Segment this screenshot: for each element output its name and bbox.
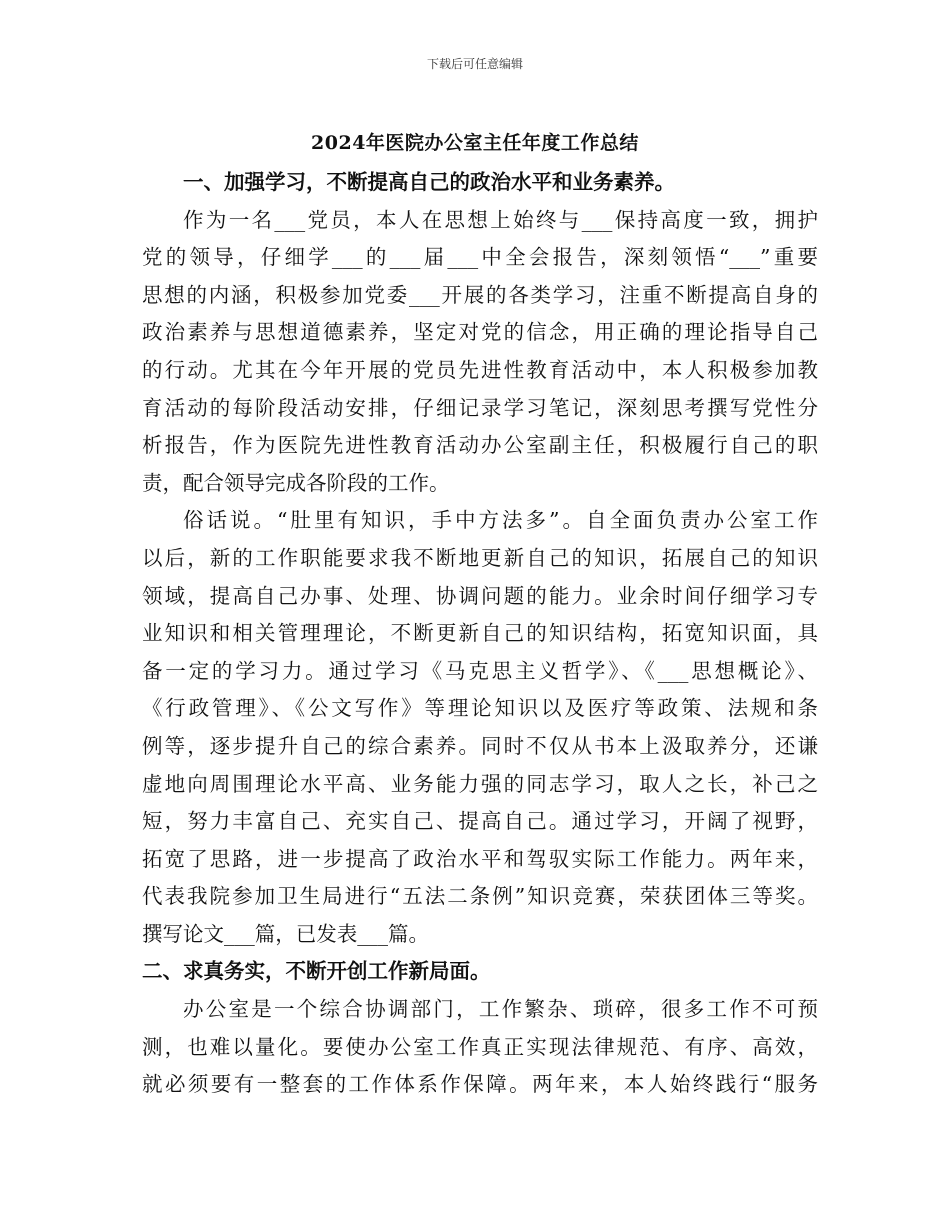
paragraph-line: 《行政管理》、《公文写作》等理论知识以及医疗等政策、法规和条: [142, 696, 818, 721]
document-body: [142, 164, 818, 1104]
paragraph-line: 代表我院参加卫生局进行“五法二条例”知识竞赛，荣获团体三等奖。: [142, 884, 818, 909]
paragraph-line: 测，也难以量化。要使办公室工作真正实现法律规范、有序、高效，: [142, 1034, 818, 1059]
section-heading: 二、求真务实，不断开创工作新局面。: [142, 959, 491, 984]
paragraph-line: 党的领导，仔细学___的___届___中全会报告，深刻领悟“___”重要: [142, 245, 818, 270]
document-title: 2024年医院办公室主任年度工作总结: [311, 132, 639, 154]
paragraph-line: 短，努力丰富自己、充实自己、提高自己。通过学习，开阔了视野，: [142, 809, 818, 834]
paragraph-line: 以后，新的工作职能要求我不断地更新自己的知识，拓展自己的知识: [142, 545, 818, 570]
paragraph-line: 政治素养与思想道德素养，坚定对党的信念，用正确的理论指导自己: [142, 320, 818, 345]
paragraph-line: 俗话说。“肚里有知识，手中方法多”。自全面负责办公室工作: [183, 508, 818, 533]
paragraph-line: 的行动。尤其在今年开展的党员先进性教育活动中，本人积极参加教: [142, 357, 818, 382]
section-heading: 一、加强学习，不断提高自己的政治水平和业务素养。: [183, 170, 675, 194]
paragraph-line: 析报告，作为医院先进性教育活动办公室副主任，积极履行自己的职: [142, 433, 818, 458]
paragraph-line: 虚地向周围理论水平高、业务能力强的同志学习，取人之长，补己之: [142, 771, 818, 796]
paragraph-line: 业知识和相关管理理论，不断更新自己的知识结构，拓宽知识面，具: [142, 621, 818, 646]
paragraph-line: 作为一名___党员，本人在思想上始终与___保持高度一致，拥护: [183, 207, 818, 232]
paragraph-line: 就必须要有一整套的工作体系作保障。两年来，本人始终践行“服务: [142, 1072, 818, 1097]
paragraph-line: 思想的内涵，积极参加党委___开展的各类学习，注重不断提高自身的: [142, 282, 818, 307]
paragraph-line: 责，配合领导完成各阶段的工作。: [142, 470, 450, 495]
paragraph-line: 拓宽了思路，进一步提高了政治水平和驾驭实际工作能力。两年来，: [142, 846, 818, 871]
paragraph-line: 领域，提高自己办事、处理、协调问题的能力。业余时间仔细学习专: [142, 583, 818, 608]
header-note: 下载后可任意编辑: [426, 57, 523, 71]
paragraph-line: 撰写论文___篇，已发表___篇。: [142, 921, 429, 946]
paragraph-line: 备一定的学习力。通过学习《马克思主义哲学》、《___思想概论》、: [142, 658, 818, 683]
paragraph-line: 育活动的每阶段活动安排，仔细记录学习笔记，深刻思考撰写党性分: [142, 395, 818, 420]
paragraph-line: 例等，逐步提升自己的综合素养。同时不仅从书本上汲取养分，还谦: [142, 733, 818, 758]
paragraph-line: 办公室是一个综合协调部门，工作繁杂、琐碎，很多工作不可预: [183, 997, 818, 1022]
